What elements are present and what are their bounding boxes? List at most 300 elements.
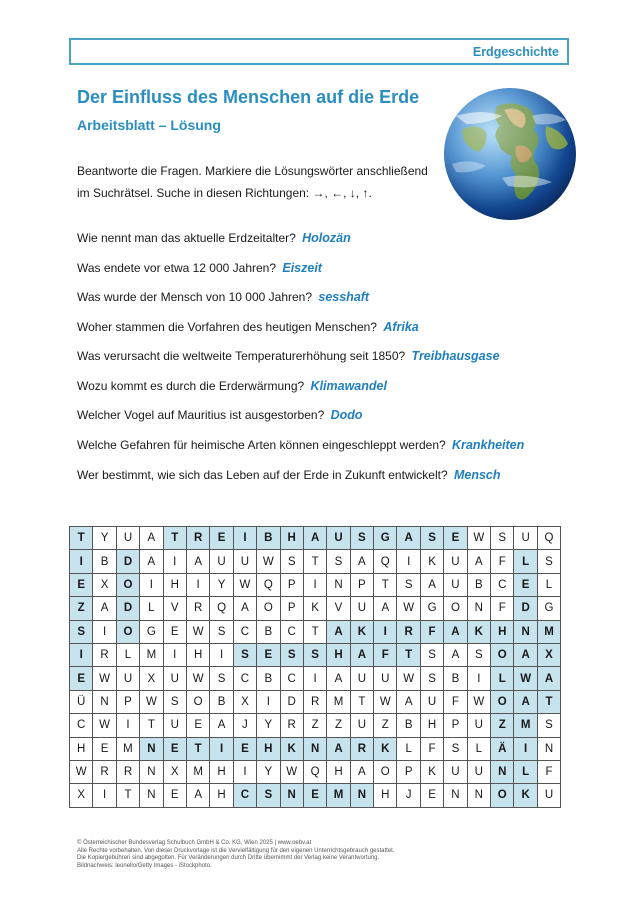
question-text: Welcher Vogel auf Mauritius ist ausgestorben? [77, 408, 325, 422]
grid-cell: E [93, 737, 116, 760]
grid-cell: Q [210, 597, 233, 620]
grid-cell: A [350, 760, 373, 783]
grid-cell: E [233, 737, 256, 760]
grid-cell: G [374, 527, 397, 550]
grid-cell: W [280, 760, 303, 783]
grid-cell: N [280, 784, 303, 807]
grid-cell: T [163, 527, 186, 550]
grid-cell: S [210, 667, 233, 690]
grid-cell: D [116, 550, 139, 573]
answer-text: Mensch [453, 468, 501, 482]
grid-cell: S [280, 643, 303, 666]
question-row [77, 379, 387, 393]
grid-cell: U [444, 573, 467, 596]
grid-row [70, 737, 561, 760]
earth-globe-image [442, 86, 578, 222]
grid-cell: N [467, 784, 490, 807]
grid-cell: X [93, 573, 116, 596]
question-text: Wie nennt man das aktuelle Erdzeitalter? [77, 231, 296, 245]
question-row [77, 408, 363, 422]
grid-cell: T [537, 690, 560, 713]
grid-cell: U [467, 760, 490, 783]
grid-cell: U [327, 527, 350, 550]
grid-cell: H [210, 760, 233, 783]
grid-cell: U [537, 784, 560, 807]
grid-cell: L [397, 737, 420, 760]
grid-cell: D [514, 597, 537, 620]
grid-cell: Q [537, 527, 560, 550]
grid-cell: U [163, 714, 186, 737]
grid-cell: H [327, 643, 350, 666]
grid-cell: D [116, 597, 139, 620]
grid-cell: M [140, 643, 163, 666]
grid-cell: A [397, 690, 420, 713]
grid-cell: N [514, 620, 537, 643]
grid-cell: U [350, 667, 373, 690]
grid-cell: I [163, 643, 186, 666]
grid-cell: A [327, 737, 350, 760]
grid-cell: H [374, 784, 397, 807]
grid-cell: I [467, 667, 490, 690]
grid-cell: A [327, 667, 350, 690]
grid-cell: J [233, 714, 256, 737]
grid-cell: B [257, 620, 280, 643]
grid-cell: T [303, 550, 326, 573]
grid-cell: O [491, 784, 514, 807]
grid-cell: S [420, 527, 443, 550]
grid-cell: H [210, 784, 233, 807]
grid-cell: W [397, 667, 420, 690]
grid-cell: Y [210, 573, 233, 596]
grid-row [70, 760, 561, 783]
grid-cell: N [327, 573, 350, 596]
grid-cell: T [374, 573, 397, 596]
grid-cell: O [116, 573, 139, 596]
grid-cell: A [186, 784, 209, 807]
grid-cell: I [303, 573, 326, 596]
grid-cell: I [70, 643, 93, 666]
grid-cell: I [374, 620, 397, 643]
grid-cell: S [537, 550, 560, 573]
grid-cell: W [70, 760, 93, 783]
footer-line-2: Alle Rechte vorbehalten. Von dieser Druckvorlage ist die Vervielfältigung für den eigenen Unterrichtsgebrauch gestattet. [77, 847, 395, 854]
grid-cell: C [280, 667, 303, 690]
grid-cell: F [420, 737, 443, 760]
grid-cell: A [397, 527, 420, 550]
grid-cell: Ä [491, 737, 514, 760]
grid-cell: A [350, 550, 373, 573]
grid-cell: N [491, 760, 514, 783]
grid-cell: B [257, 667, 280, 690]
grid-cell: W [467, 690, 490, 713]
grid-cell: O [374, 760, 397, 783]
grid-cell: H [70, 737, 93, 760]
question-text: Was wurde der Mensch von 10 000 Jahren? [77, 290, 313, 304]
grid-cell: N [303, 737, 326, 760]
grid-cell: G [537, 597, 560, 620]
grid-cell: P [280, 597, 303, 620]
grid-cell: S [303, 643, 326, 666]
grid-cell: X [70, 784, 93, 807]
question-text: Wozu kommt es durch die Erderwärmung? [77, 379, 305, 393]
grid-cell: P [116, 690, 139, 713]
grid-cell: A [327, 620, 350, 643]
grid-cell: U [444, 550, 467, 573]
grid-cell: N [444, 784, 467, 807]
grid-cell: H [186, 643, 209, 666]
question-text: Welche Gefahren für heimische Arten können eingeschleppt werden? [77, 438, 446, 452]
grid-cell: Y [93, 527, 116, 550]
grid-cell: S [491, 527, 514, 550]
question-row [77, 231, 351, 245]
grid-cell: C [233, 667, 256, 690]
grid-cell: Z [491, 714, 514, 737]
grid-cell: K [514, 784, 537, 807]
grid-cell: F [374, 643, 397, 666]
grid-cell: S [397, 573, 420, 596]
footer-line-4: Bildnachweis: leonello/Getty Images - iStockphoto. [77, 862, 212, 869]
grid-cell: H [420, 714, 443, 737]
grid-cell: N [467, 597, 490, 620]
grid-cell: W [233, 573, 256, 596]
grid-cell: T [397, 643, 420, 666]
grid-cell: E [303, 784, 326, 807]
grid-cell: W [93, 667, 116, 690]
grid-cell: L [537, 573, 560, 596]
grid-cell: O [186, 690, 209, 713]
grid-cell: W [374, 690, 397, 713]
grid-row [70, 714, 561, 737]
grid-cell: I [93, 784, 116, 807]
grid-cell: M [186, 760, 209, 783]
grid-cell: H [163, 573, 186, 596]
grid-cell: N [350, 784, 373, 807]
grid-cell: A [514, 643, 537, 666]
grid-cell: W [397, 597, 420, 620]
grid-cell: I [93, 620, 116, 643]
grid-cell: A [233, 597, 256, 620]
grid-cell: E [444, 527, 467, 550]
grid-cell: O [116, 620, 139, 643]
grid-cell: T [70, 527, 93, 550]
grid-row [70, 573, 561, 596]
grid-cell: K [350, 620, 373, 643]
answer-text: sesshaft [318, 290, 370, 304]
grid-cell: R [93, 643, 116, 666]
grid-cell: S [163, 690, 186, 713]
grid-cell: R [397, 620, 420, 643]
page-subtitle: Arbeitsblatt – Lösung [77, 117, 221, 133]
header-box [69, 38, 569, 65]
grid-cell: H [491, 620, 514, 643]
grid-cell: A [374, 597, 397, 620]
grid-cell: S [467, 643, 490, 666]
grid-cell: V [163, 597, 186, 620]
grid-cell: P [350, 573, 373, 596]
grid-cell: S [444, 737, 467, 760]
grid-cell: E [163, 620, 186, 643]
grid-cell: A [140, 527, 163, 550]
grid-cell: Q [374, 550, 397, 573]
grid-cell: O [257, 597, 280, 620]
grid-cell: K [280, 737, 303, 760]
grid-cell: I [210, 643, 233, 666]
grid-cell: W [186, 667, 209, 690]
grid-cell: F [491, 597, 514, 620]
grid-cell: X [140, 667, 163, 690]
grid-cell: B [444, 667, 467, 690]
grid-cell: A [444, 620, 467, 643]
grid-cell: F [537, 760, 560, 783]
grid-cell: I [70, 550, 93, 573]
grid-cell: X [163, 760, 186, 783]
grid-cell: K [303, 597, 326, 620]
grid-cell: K [420, 760, 443, 783]
grid-cell: A [420, 573, 443, 596]
grid-row [70, 643, 561, 666]
grid-cell: W [257, 550, 280, 573]
grid-cell: E [186, 714, 209, 737]
instructions-line-1: Beantworte die Fragen. Markiere die Lösungswörter anschließend [77, 164, 428, 178]
question-text: Was verursacht die weltweite Temperaturerhöhung seit 1850? [77, 349, 406, 363]
footer-line-3: Die Kopiergebühren sind abgegolten. Für Veränderungen durch Dritte übernimmt der Verlag keine Verantwortung. [77, 855, 380, 861]
grid-cell: S [537, 714, 560, 737]
grid-cell: R [350, 737, 373, 760]
question-row [77, 468, 501, 482]
grid-row [70, 667, 561, 690]
grid-cell: Z [303, 714, 326, 737]
question-row [77, 320, 419, 334]
grid-cell: E [210, 527, 233, 550]
grid-cell: O [444, 597, 467, 620]
grid-cell: B [397, 714, 420, 737]
grid-cell: N [93, 690, 116, 713]
grid-cell: E [163, 737, 186, 760]
grid-cell: R [280, 714, 303, 737]
grid-row [70, 690, 561, 713]
grid-cell: K [420, 550, 443, 573]
grid-cell: Q [257, 573, 280, 596]
grid-cell: N [140, 784, 163, 807]
grid-cell: I [186, 573, 209, 596]
grid-cell: Z [374, 714, 397, 737]
grid-cell: T [303, 620, 326, 643]
grid-cell: U [116, 527, 139, 550]
grid-cell: X [233, 690, 256, 713]
grid-cell: Z [70, 597, 93, 620]
grid-cell: U [233, 550, 256, 573]
question-text: Woher stammen die Vorfahren des heutigen Menschen? [77, 320, 377, 334]
grid-cell: I [116, 714, 139, 737]
grid-cell: C [233, 620, 256, 643]
grid-cell: I [210, 737, 233, 760]
grid-row [70, 620, 561, 643]
answer-text: Klimawandel [310, 379, 387, 393]
grid-cell: G [420, 597, 443, 620]
grid-cell: S [70, 620, 93, 643]
grid-cell: S [233, 643, 256, 666]
grid-cell: N [140, 760, 163, 783]
grid-cell: Z [327, 714, 350, 737]
footer-line-1: © Österreichischer Bundesverlag Schulbuch GmbH & Co. KG, Wien 2025 | www.oebv.at [77, 840, 312, 846]
grid-cell: M [116, 737, 139, 760]
grid-cell: L [467, 737, 490, 760]
grid-cell: I [233, 527, 256, 550]
grid-cell: I [257, 690, 280, 713]
grid-row [70, 550, 561, 573]
grid-cell: S [257, 784, 280, 807]
grid-cell: U [210, 550, 233, 573]
grid-cell: A [93, 597, 116, 620]
grid-cell: R [186, 597, 209, 620]
grid-row [70, 527, 561, 550]
grid-cell: U [350, 597, 373, 620]
grid-cell: I [514, 737, 537, 760]
grid-cell: U [350, 714, 373, 737]
grid-cell: E [514, 573, 537, 596]
grid-cell: L [491, 667, 514, 690]
grid-cell: Q [303, 760, 326, 783]
grid-cell: T [350, 690, 373, 713]
grid-cell: I [233, 760, 256, 783]
grid-cell: B [93, 550, 116, 573]
grid-cell: W [140, 690, 163, 713]
grid-cell: L [514, 550, 537, 573]
grid-cell: A [210, 714, 233, 737]
grid-cell: U [444, 760, 467, 783]
question-text: Was endete vor etwa 12 000 Jahren? [77, 261, 277, 275]
grid-cell: A [467, 550, 490, 573]
answer-text: Treibhausgase [411, 349, 500, 363]
grid-cell: Ü [70, 690, 93, 713]
question-row [77, 438, 524, 452]
grid-cell: W [514, 667, 537, 690]
grid-cell: S [420, 643, 443, 666]
grid-cell: Y [257, 760, 280, 783]
grid-cell: A [303, 527, 326, 550]
grid-cell: R [186, 527, 209, 550]
page-title: Der Einfluss des Menschen auf die Erde [77, 87, 420, 107]
grid-cell: U [467, 714, 490, 737]
grid-cell: N [140, 737, 163, 760]
answer-text: Krankheiten [452, 438, 525, 452]
grid-cell: F [491, 550, 514, 573]
answer-text: Eiszeit [282, 261, 322, 275]
grid-row [70, 784, 561, 807]
grid-cell: M [327, 690, 350, 713]
instructions-line-2: im Suchrätsel. Suche in diesen Richtungen: →, ←, ↓, ↑. [77, 186, 372, 200]
grid-cell: V [327, 597, 350, 620]
grid-cell: O [491, 643, 514, 666]
grid-cell: D [280, 690, 303, 713]
grid-cell: Y [257, 714, 280, 737]
grid-cell: B [257, 527, 280, 550]
grid-cell: I [397, 550, 420, 573]
grid-cell: J [397, 784, 420, 807]
grid-cell: I [163, 550, 186, 573]
grid-cell: M [327, 784, 350, 807]
grid-cell: E [257, 643, 280, 666]
grid-cell: L [116, 643, 139, 666]
grid-cell: P [397, 760, 420, 783]
question-row [77, 349, 500, 363]
grid-cell: C [491, 573, 514, 596]
answer-text: Dodo [330, 408, 363, 422]
grid-cell: B [210, 690, 233, 713]
answer-text: Holozän [302, 231, 351, 245]
grid-cell: F [444, 690, 467, 713]
grid-cell: W [93, 714, 116, 737]
grid-cell: H [257, 737, 280, 760]
grid-cell: F [420, 620, 443, 643]
grid-cell: B [467, 573, 490, 596]
instructions [77, 160, 437, 204]
grid-cell: E [70, 573, 93, 596]
grid-cell: A [514, 690, 537, 713]
word-search-grid [69, 526, 561, 808]
grid-cell: I [303, 667, 326, 690]
grid-cell: U [163, 667, 186, 690]
grid-cell: T [186, 737, 209, 760]
grid-cell: C [233, 784, 256, 807]
answer-text: Afrika [383, 320, 419, 334]
grid-cell: U [514, 527, 537, 550]
grid-cell: S [280, 550, 303, 573]
grid-cell: G [140, 620, 163, 643]
grid-cell: E [70, 667, 93, 690]
grid-cell: X [537, 643, 560, 666]
grid-cell: W [186, 620, 209, 643]
grid-cell: A [186, 550, 209, 573]
grid-cell: U [374, 667, 397, 690]
grid-cell: I [140, 573, 163, 596]
grid-cell: S [350, 527, 373, 550]
grid-cell: A [444, 643, 467, 666]
question-text: Wer bestimmt, wie sich das Leben auf der Erde in Zukunft entwickelt? [77, 468, 448, 482]
grid-cell: H [327, 760, 350, 783]
grid-cell: K [374, 737, 397, 760]
grid-cell: K [467, 620, 490, 643]
grid-cell: R [303, 690, 326, 713]
question-row [77, 261, 322, 275]
grid-cell: N [537, 737, 560, 760]
grid-cell: U [116, 667, 139, 690]
grid-cell: P [444, 714, 467, 737]
grid-cell: M [537, 620, 560, 643]
grid-cell: T [116, 784, 139, 807]
grid-cell: C [70, 714, 93, 737]
grid-cell: R [93, 760, 116, 783]
grid-cell: P [280, 573, 303, 596]
header-label: Erdgeschichte [472, 45, 559, 59]
grid-cell: W [467, 527, 490, 550]
grid-cell: L [140, 597, 163, 620]
grid-cell: A [350, 643, 373, 666]
grid-cell: A [140, 550, 163, 573]
grid-cell: C [280, 620, 303, 643]
grid-cell: A [537, 667, 560, 690]
grid-cell: S [420, 667, 443, 690]
grid-cell: T [140, 714, 163, 737]
grid-cell: O [491, 690, 514, 713]
grid-row [70, 597, 561, 620]
question-row [77, 290, 369, 304]
grid-cell: S [327, 550, 350, 573]
copyright-footer [77, 840, 395, 870]
grid-cell: U [420, 690, 443, 713]
grid-cell: E [420, 784, 443, 807]
grid-cell: S [210, 620, 233, 643]
